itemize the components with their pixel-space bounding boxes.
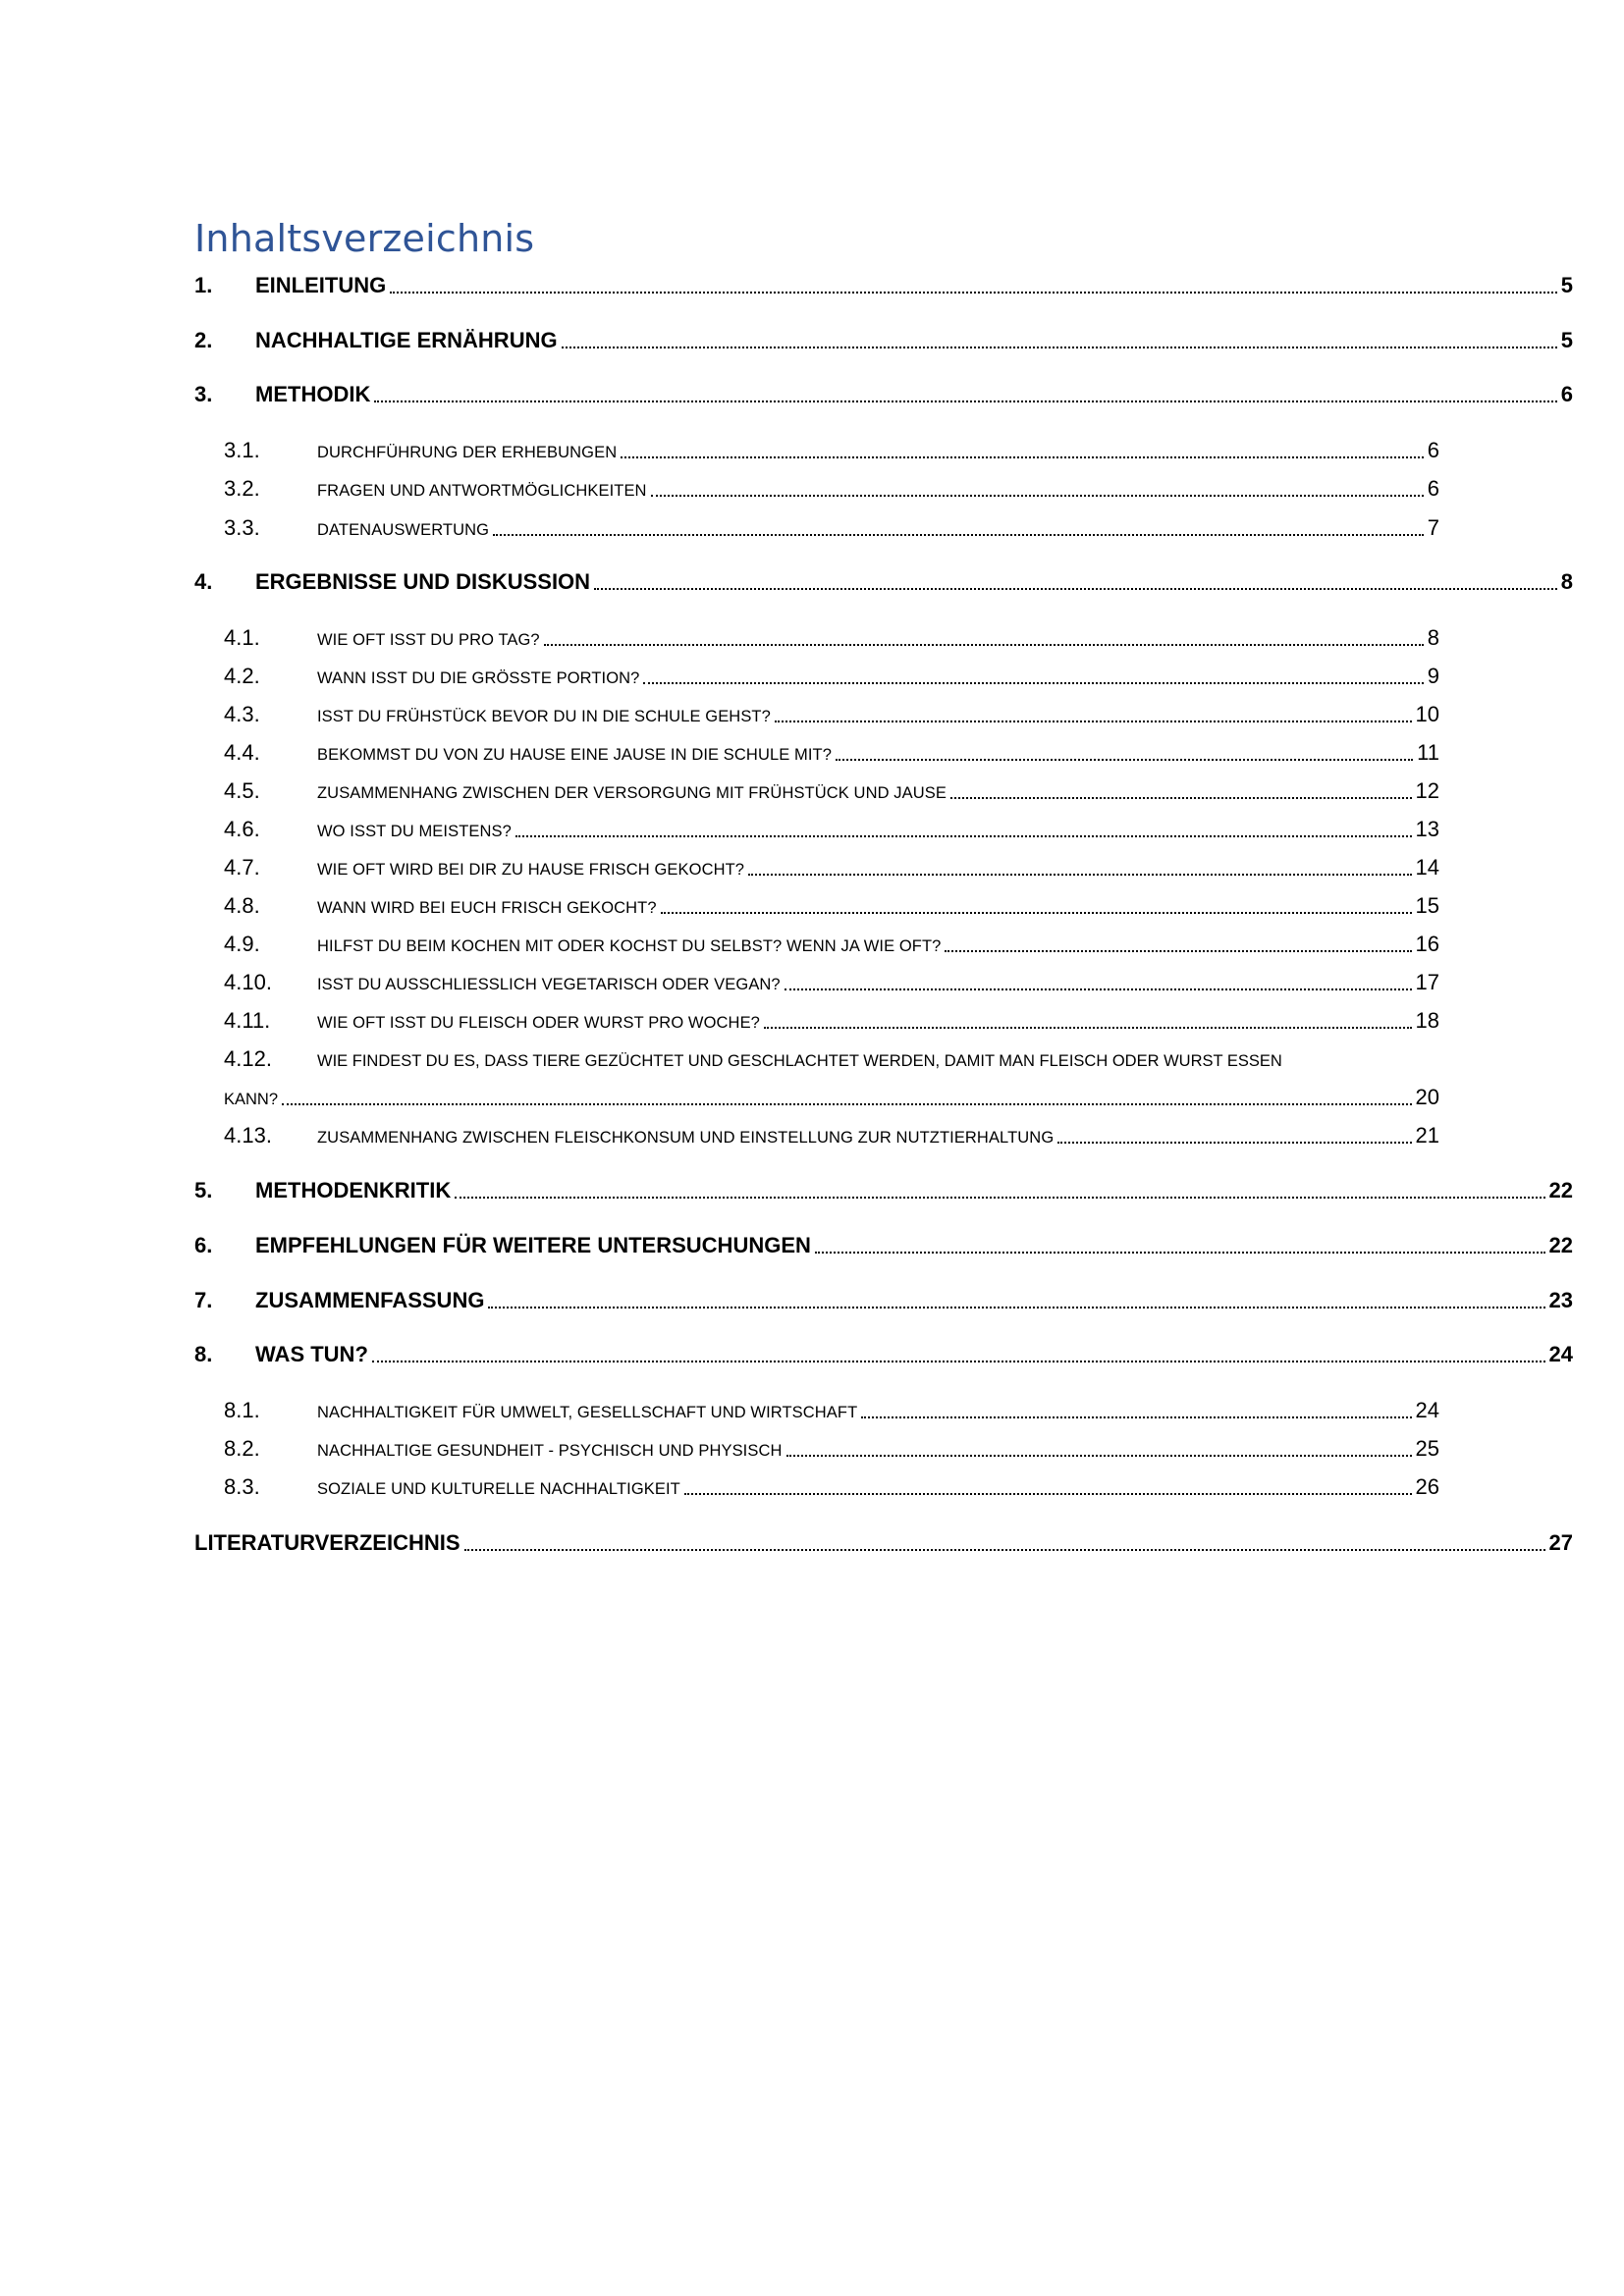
toc-text: HILFST DU BEIM KOCHEN MIT ODER KOCHST DU SELBST? WENN JA WIE OFT? [317, 937, 942, 955]
toc-page: 11 [1417, 740, 1439, 765]
toc-text: NACHHALTIGE ERNÄHRUNG [255, 328, 558, 352]
toc-leader [493, 534, 1424, 536]
toc-number: 1. [194, 273, 213, 297]
toc-text: ZUSAMMENHANG ZWISCHEN DER VERSORGUNG MIT FRÜHSTÜCK UND JAUSE [317, 784, 947, 802]
toc-page: 20 [1415, 1085, 1439, 1109]
toc-number: 8. [194, 1342, 213, 1366]
toc-text: WIE FINDEST DU ES, DASS TIERE GEZÜCHTET UND GESCHLACHTET WERDEN, DAMIT MAN FLEISCH ODER WURST ESSEN [317, 1052, 1282, 1070]
toc-text: BEKOMMST DU VON ZU HAUSE EINE JAUSE IN DIE SCHULE MIT? [317, 746, 833, 764]
toc-page: 8 [1427, 625, 1439, 650]
toc-entry-4-10[interactable] [224, 970, 1439, 995]
toc-number: 4. [194, 569, 213, 594]
toc-page: 21 [1415, 1123, 1439, 1148]
toc-text: NACHHALTIGKEIT FÜR UMWELT, GESELLSCHAFT UND WIRTSCHAFT [317, 1404, 858, 1421]
toc-leader [515, 835, 1412, 837]
toc-leader [374, 400, 1556, 402]
toc-text: FRAGEN UND ANTWORTMÖGLICHKEITEN [317, 482, 647, 500]
toc-entry-4-3[interactable] [224, 702, 1439, 727]
toc-text: NACHHALTIGE GESUNDHEIT - PSYCHISCH UND PHYSISCH [317, 1442, 783, 1460]
toc-entry-literaturverzeichnis[interactable] [194, 1530, 1573, 1556]
toc-text: ZUSAMMENFASSUNG [255, 1288, 485, 1312]
toc-entry-4-6[interactable] [224, 817, 1439, 842]
toc-page: 6 [1427, 438, 1439, 462]
toc-text: WO ISST DU MEISTENS? [317, 823, 512, 840]
toc-leader [390, 292, 1557, 294]
toc-leader [785, 988, 1412, 990]
toc-leader [836, 759, 1413, 761]
toc-page: 17 [1415, 970, 1439, 994]
toc-leader [1057, 1142, 1411, 1144]
toc-entry-8-3[interactable] [224, 1474, 1439, 1500]
toc-number: 3.1. [224, 438, 260, 462]
toc-entry-4-12[interactable] [224, 1046, 1282, 1072]
toc-leader [945, 950, 1411, 952]
toc-leader [748, 874, 1411, 876]
toc-entry-4-13[interactable] [224, 1123, 1439, 1148]
toc-text: WIE OFT ISST DU FLEISCH ODER WURST PRO WOCHE? [317, 1014, 760, 1032]
toc-leader [861, 1416, 1411, 1418]
toc-number: 8.2. [224, 1436, 260, 1461]
toc-entry-5[interactable] [194, 1178, 1573, 1203]
toc-entry-4[interactable] [194, 569, 1573, 595]
toc-number: 3.2. [224, 476, 260, 501]
toc-page: 9 [1427, 664, 1439, 688]
toc-page: 18 [1415, 1008, 1439, 1033]
toc-number: 3. [194, 382, 213, 406]
toc-text: DURCHFÜHRUNG DER ERHEBUNGEN [317, 444, 618, 461]
toc-number: 4.3. [224, 702, 260, 726]
toc-number: 4.4. [224, 740, 260, 765]
toc-page: 25 [1415, 1436, 1439, 1461]
toc-text: WAS TUN? [255, 1342, 368, 1366]
toc-number: 8.3. [224, 1474, 260, 1499]
toc-entry-4-9[interactable] [224, 932, 1439, 957]
toc-number: 2. [194, 328, 213, 352]
toc-leader [815, 1252, 1545, 1254]
toc-leader [764, 1027, 1412, 1029]
toc-page: 7 [1427, 515, 1439, 540]
toc-page: 6 [1560, 382, 1573, 406]
toc-entry-4-5[interactable] [224, 778, 1439, 804]
toc-text: ERGEBNISSE UND DISKUSSION [255, 569, 591, 594]
toc-entry-4-12-continuation[interactable] [224, 1085, 1439, 1110]
toc-entry-3[interactable] [194, 382, 1573, 407]
toc-text: WIE OFT WIRD BEI DIR ZU HAUSE FRISCH GEKOCHT? [317, 861, 745, 879]
toc-text: KANN? [224, 1091, 279, 1108]
toc-number: 4.9. [224, 932, 260, 956]
toc-text: DATENAUSWERTUNG [317, 521, 490, 539]
toc-entry-1[interactable] [194, 273, 1573, 298]
toc-page: 23 [1548, 1288, 1573, 1312]
toc-page: 16 [1415, 932, 1439, 956]
toc-leader [786, 1455, 1412, 1457]
toc-page: 27 [1548, 1530, 1573, 1555]
toc-page: 5 [1560, 273, 1573, 297]
toc-entry-4-2[interactable] [224, 664, 1439, 689]
toc-entry-4-11[interactable] [224, 1008, 1439, 1034]
toc-number: 4.7. [224, 855, 260, 880]
toc-text: EMPFEHLUNGEN FÜR WEITERE UNTERSUCHUNGEN [255, 1233, 811, 1257]
toc-page: 26 [1415, 1474, 1439, 1499]
toc-leader [950, 797, 1412, 799]
toc-text: LITERATURVERZEICHNIS [194, 1530, 460, 1555]
toc-text: METHODIK [255, 382, 371, 406]
toc-leader [594, 588, 1557, 590]
toc-text: ISST DU FRÜHSTÜCK BEVOR DU IN DIE SCHULE GEHST? [317, 708, 771, 725]
toc-entry-8-1[interactable] [224, 1398, 1439, 1423]
page-title: Inhaltsverzeichnis [194, 217, 535, 261]
toc-number: 4.12. [224, 1046, 272, 1071]
toc-leader [684, 1493, 1412, 1495]
toc-text: ZUSAMMENHANG ZWISCHEN FLEISCHKONSUM UND EINSTELLUNG ZUR NUTZTIERHALTUNG [317, 1129, 1055, 1147]
toc-page: 13 [1415, 817, 1439, 841]
toc-number: 4.8. [224, 893, 260, 918]
toc-entry-4-8[interactable] [224, 893, 1439, 919]
toc-leader [455, 1197, 1544, 1199]
toc-number: 4.5. [224, 778, 260, 803]
toc-number: 4.11. [224, 1008, 271, 1033]
toc-text: WIE OFT ISST DU PRO TAG? [317, 631, 540, 649]
toc-leader [621, 456, 1424, 458]
toc-page: 24 [1415, 1398, 1439, 1422]
toc-leader [651, 495, 1424, 497]
toc-leader [282, 1103, 1411, 1105]
toc-text: WANN WIRD BEI EUCH FRISCH GEKOCHT? [317, 899, 657, 917]
toc-page: 24 [1548, 1342, 1573, 1366]
toc-page: 15 [1415, 893, 1439, 918]
toc-entry-8[interactable] [194, 1342, 1573, 1367]
toc-entry-7[interactable] [194, 1288, 1573, 1313]
toc-entry-3-1[interactable] [224, 438, 1439, 463]
toc-text: EINLEITUNG [255, 273, 387, 297]
toc-leader [544, 644, 1424, 646]
toc-page: 14 [1415, 855, 1439, 880]
toc-number: 6. [194, 1233, 213, 1257]
toc-number: 5. [194, 1178, 213, 1202]
toc-number: 7. [194, 1288, 213, 1312]
toc-number: 4.10. [224, 970, 272, 994]
toc-number: 8.1. [224, 1398, 260, 1422]
toc-number: 4.2. [224, 664, 260, 688]
toc-leader [775, 721, 1412, 722]
toc-number: 4.13. [224, 1123, 272, 1148]
toc-number: 4.6. [224, 817, 260, 841]
toc-entry-4-4[interactable] [224, 740, 1439, 766]
toc-page: 6 [1427, 476, 1439, 501]
toc-leader [372, 1361, 1545, 1362]
toc-page: 10 [1415, 702, 1439, 726]
toc-leader [661, 912, 1412, 914]
toc-number: 3.3. [224, 515, 260, 540]
toc-leader [488, 1307, 1544, 1308]
toc-page: 22 [1548, 1178, 1573, 1202]
toc-entry-6[interactable] [194, 1233, 1573, 1258]
toc-text: METHODENKRITIK [255, 1178, 452, 1202]
toc-entry-2[interactable] [194, 328, 1573, 353]
toc-number: 4.1. [224, 625, 260, 650]
toc-text: ISST DU AUSSCHLIESSLICH VEGETARISCH ODER VEGAN? [317, 976, 781, 993]
toc-entry-3-2[interactable] [224, 476, 1439, 502]
toc-page: 8 [1560, 569, 1573, 594]
toc-leader [643, 682, 1423, 684]
toc-text: WANN ISST DU DIE GRÖSSTE PORTION? [317, 669, 640, 687]
toc-leader [562, 347, 1557, 348]
toc-leader [464, 1549, 1545, 1551]
toc-page: 12 [1415, 778, 1439, 803]
toc-page: 5 [1560, 328, 1573, 352]
toc-entry-3-3[interactable] [224, 515, 1439, 541]
toc-entry-4-7[interactable] [224, 855, 1439, 881]
toc-entry-8-2[interactable] [224, 1436, 1439, 1462]
toc-entry-4-1[interactable] [224, 625, 1439, 651]
toc-text: SOZIALE UND KULTURELLE NACHHALTIGKEIT [317, 1480, 680, 1498]
toc-page: 22 [1548, 1233, 1573, 1257]
